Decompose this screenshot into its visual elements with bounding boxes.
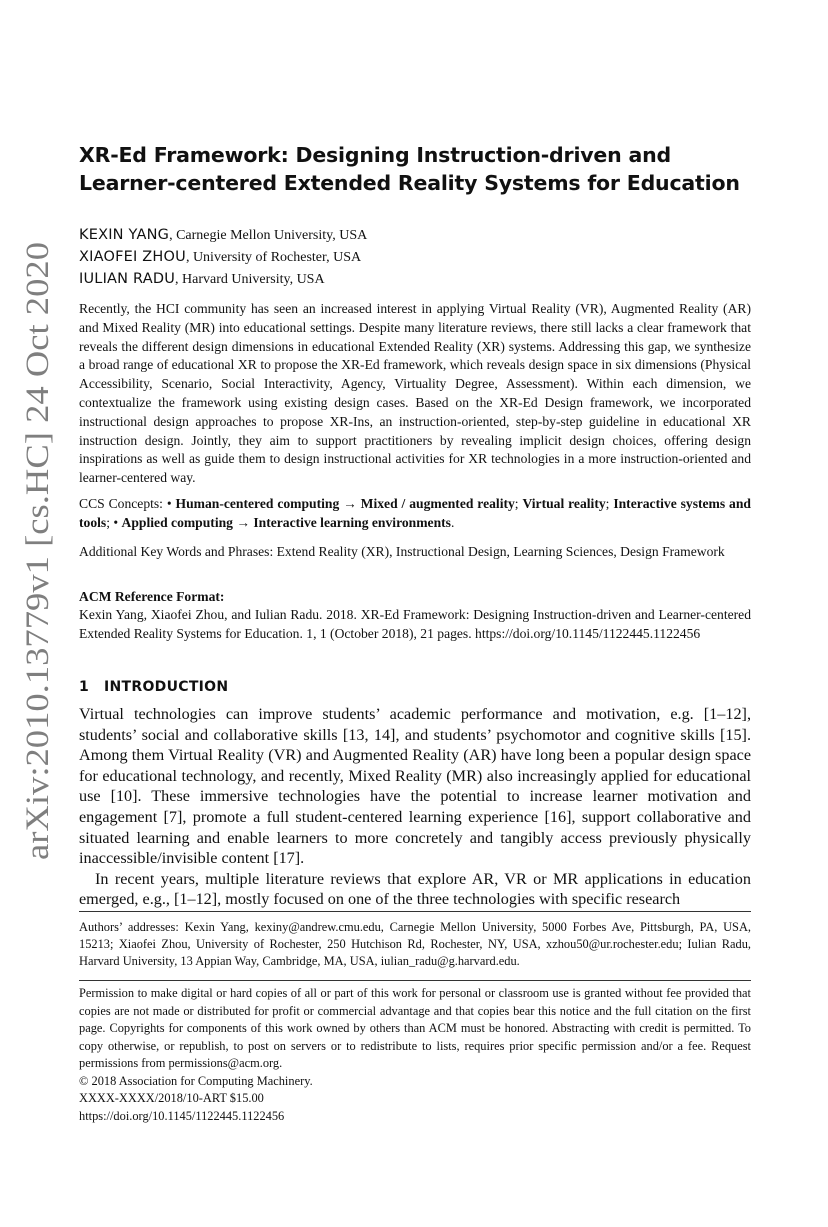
abstract: Recently, the HCI community has seen an increased interest in applying Virtual Reality (VR), Augmented Reality (AR) and Mixed Reality (MR) into educational settings. Despite many literature reviews, there still lacks a clear framework that reveals the different design dimensions in educational Extended Reality (XR) systems. Addressing this gap, we synthesize a broad range of educational XR to propose the XR-Ed framework, which reveals design space in six dimensions (Physical Accessibility, Scenario, Social Interactivity, Agency, Virtuality Degree, Assessment). Within each dimension, we contextualize the framework using existing design cases. Based on the XR-Ed Design framework, we incorporated instructional design approaches to propose XR-Ins, an instruction-oriented, step-by-step guideline in educational XR instruction design. Jointly, they aim to support practitioners by revealing implicit design choices, offering design inspirations as well as guide them to design instructional activities for XR technologies in a more instruction-oriented and learner-centered way. xyxy=(79,301,751,486)
ccs-concept: Interactive systems and tools xyxy=(79,496,751,530)
body-paragraph: In recent years, multiple literature reviews that explore AR, VR or MR applications in education emerged, e.g., [1–12], mostly focused on one of the three technologies with specific research xyxy=(79,869,751,909)
acm-reference-label: ACM Reference Format: xyxy=(79,589,225,604)
footnote-divider xyxy=(79,911,751,912)
ccs-concept: Human-centered computing xyxy=(175,496,340,511)
arxiv-id-text: arXiv:2010.13779v1 [cs.HC] 24 Oct 2020 xyxy=(20,302,56,860)
introduction-body xyxy=(79,704,751,910)
author-addresses: Authors’ addresses: Kexin Yang, kexiny@andrew.cmu.edu, Carnegie Mellon University, 5000 Forbes Ave, Pittsburgh, PA, USA, 15213; Xiaofei Zhou, University of Rochester, 250 Hutchison Rd, Rochester, NY, USA, xzhou50@ur.rochester.edu; Iulian Radu, Harvard University, 13 Appian Way, Cambridge, MA, USA, iulian_radu@g.harvard.edu. xyxy=(79,920,751,969)
author-affiliation: , University of Rochester, USA xyxy=(185,250,362,265)
ccs-bullet: • xyxy=(166,496,176,511)
author-name: XIAOFEI ZHOU xyxy=(79,249,186,265)
author-entry xyxy=(79,246,751,268)
section-title: INTRODUCTION xyxy=(104,679,229,695)
permission-notice xyxy=(79,985,751,1125)
author-name: IULIAN RADU xyxy=(79,271,176,287)
author-entry xyxy=(79,268,751,290)
section-number: 1 xyxy=(79,679,90,695)
ccs-arrow: → xyxy=(232,515,254,530)
author-affiliation: , Harvard University, USA xyxy=(175,272,325,287)
ccs-separator: ; xyxy=(514,496,523,511)
ccs-bullet: • xyxy=(113,515,122,530)
author-entry xyxy=(79,224,751,246)
ccs-arrow: → xyxy=(339,496,361,511)
permission-text: Permission to make digital or hard copies of all or part of this work for personal or classroom use is granted without fee provided that copies are not made or distributed for profit or commercial advantage and that copies bear this notice and the full citation on the first page. Copyrights for components of this work owned by others than ACM must be honored. Abstracting with credit is permitted. To copy otherwise, or republish, to post on servers or to redistribute to lists, requires prior specific permission and/or a fee. Request permissions from permissions@acm.org. xyxy=(79,986,751,1070)
keywords: Additional Key Words and Phrases: Extend Reality (XR), Instructional Design, Learning Sciences, Design Framework xyxy=(79,544,725,559)
arxiv-identifier-stamp xyxy=(8,240,60,860)
ccs-separator: ; xyxy=(106,515,114,530)
author-name: KEXIN YANG xyxy=(79,227,170,243)
copyright-line: © 2018 Association for Computing Machinery. xyxy=(79,1073,313,1088)
doi-link[interactable]: https://doi.org/10.1145/1122445.1122456 xyxy=(79,1108,285,1123)
author-list xyxy=(79,224,751,290)
acm-reference-format xyxy=(79,588,751,643)
price-code: XXXX-XXXX/2018/10-ART $15.00 xyxy=(79,1091,264,1105)
author-affiliation: , Carnegie Mellon University, USA xyxy=(169,228,368,243)
ccs-separator: ; xyxy=(605,496,614,511)
ccs-concept: Applied computing xyxy=(121,515,233,530)
arxiv-stamp-svg xyxy=(8,240,60,860)
ccs-concept: Virtual reality xyxy=(522,496,606,511)
ccs-concepts xyxy=(79,494,751,532)
ccs-concept: Interactive learning environments xyxy=(253,515,451,530)
acm-reference-text: Kexin Yang, Xiaofei Zhou, and Iulian Radu. 2018. XR-Ed Framework: Designing Instruction-driven and Learner-centered Extended Reality Systems for Education. 1, 1 (October 2018), 21 pages. https://doi.org/10.1145/1122445.1122456 xyxy=(79,607,751,641)
ccs-end: . xyxy=(450,515,455,530)
body-paragraph: Virtual technologies can improve students’ academic performance and motivation, e.g. [1–12], students’ social and collaborative skills [13, 14], and students’ psychomotor and cognitive skills [15]. Among them Virtual Reality (VR) and Augmented Reality (AR) have long been a popular design space for educational technology, and recently, Mixed Reality (MR) also increasingly applied for educational use [10]. These immersive technologies have the potential to increase learner motivation and engagement [7], promote a full student-centered learning experience [16], support collaborative and situated learning and enable learners to more concretely and tangibly access previously physically inaccessible/invisible content [17]. xyxy=(79,705,751,868)
paper-title: XR-Ed Framework: Designing Instruction-driven and Learner-centered Extended Reality Systems for Education xyxy=(79,143,740,195)
section-heading xyxy=(79,679,228,695)
permission-divider xyxy=(79,980,751,981)
ccs-label: CCS Concepts: xyxy=(79,496,167,511)
ccs-concept: Mixed / augmented reality xyxy=(360,496,515,511)
